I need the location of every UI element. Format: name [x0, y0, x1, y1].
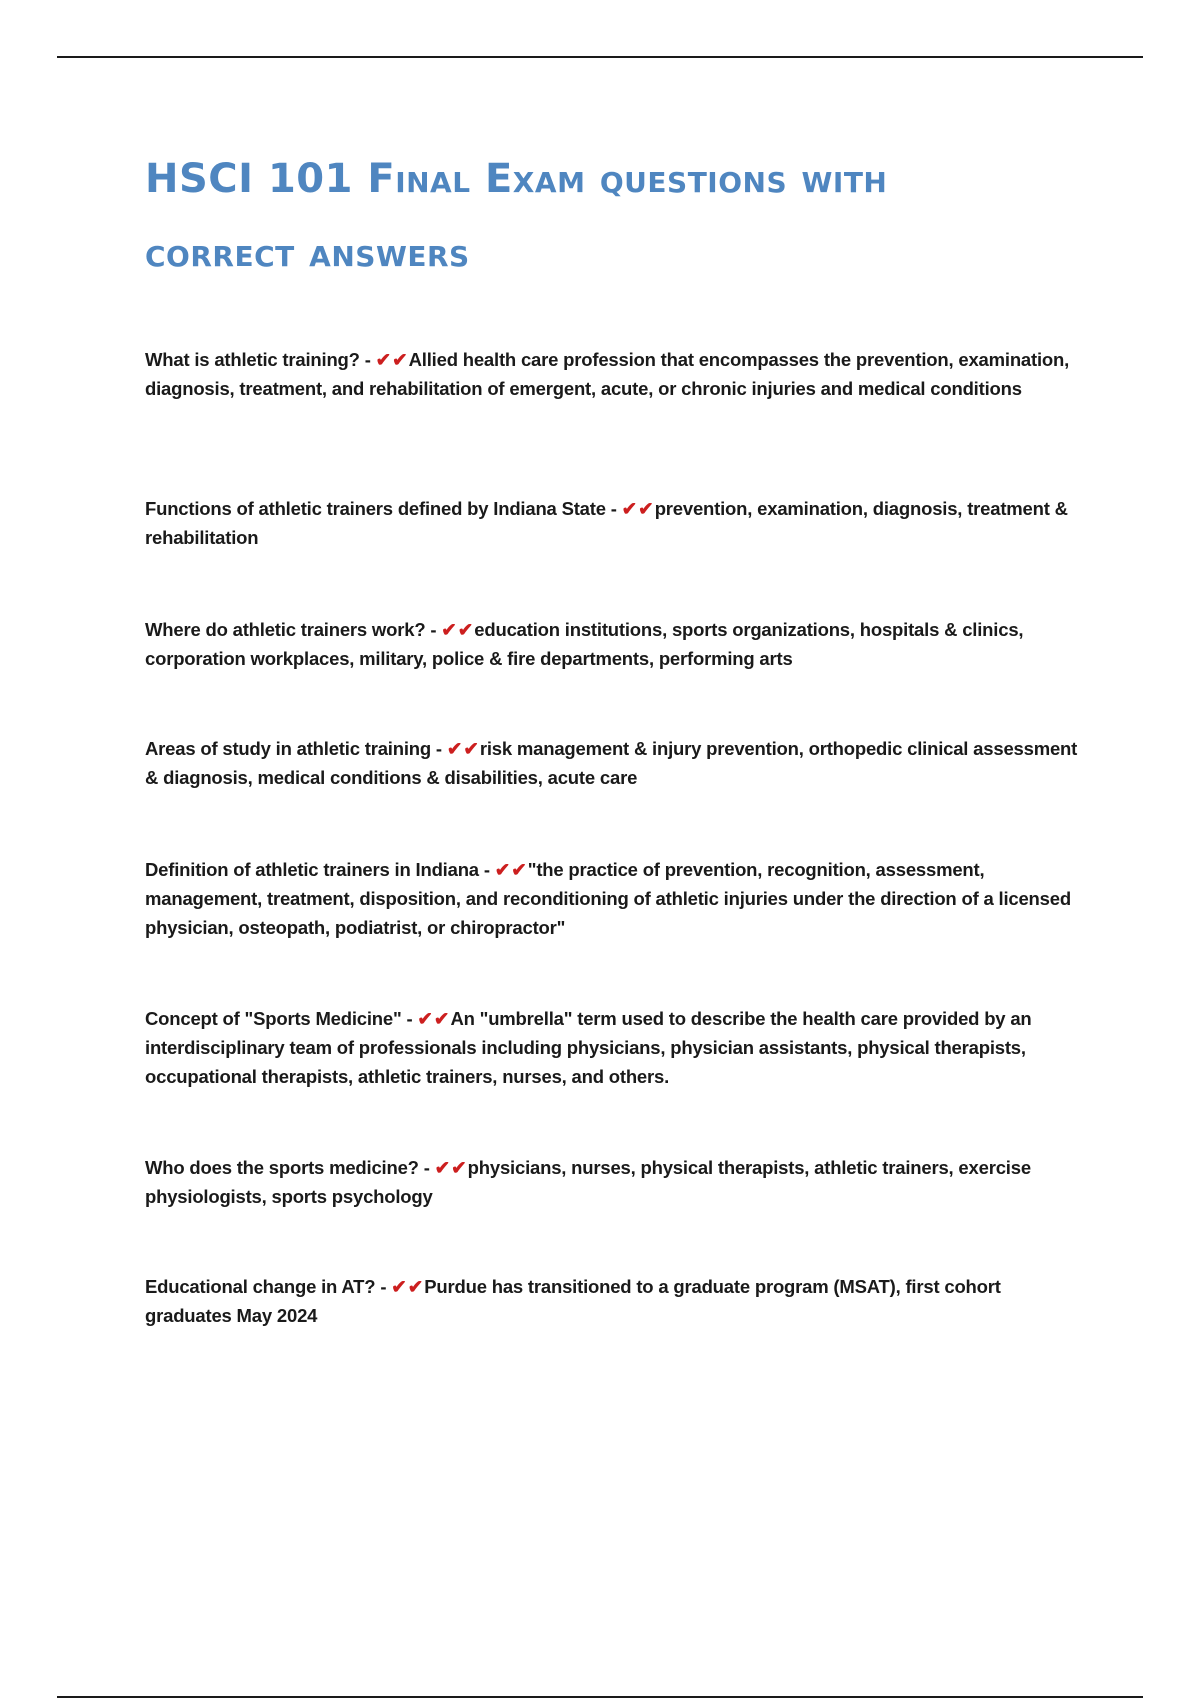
- answer-text: risk management & injury prevention, orthopedic clinical assessment & diagnosis, medical conditions & disabilities, acute care: [145, 738, 1078, 788]
- check-mark-icon: ✔✔: [621, 498, 655, 519]
- qa-item: [145, 1004, 1090, 1091]
- question-text: Definition of athletic trainers in Indiana: [145, 859, 479, 880]
- page-title: HSCI 101 Final Exam questions with correct answers: [145, 156, 888, 276]
- answer-text: prevention, examination, diagnosis, treatment & rehabilitation: [145, 498, 1068, 548]
- qa-item: [145, 1272, 1090, 1330]
- answer-text: Allied health care profession that encompasses the prevention, examination, diagnosis, treatment, and rehabilitation of emergent, acute, or chronic injuries and medical conditions: [145, 349, 1070, 399]
- qa-item: [145, 1153, 1090, 1211]
- qa-item: [145, 734, 1090, 792]
- answer-text: "the practice of prevention, recognition, assessment, management, treatment, disposition, and reconditioning of athletic injuries under the direction of a licensed physician, osteopath, podiatrist, or chiropractor": [145, 859, 1071, 938]
- separator: -: [478, 859, 495, 880]
- question-text: Functions of athletic trainers defined by Indiana State: [145, 498, 606, 519]
- answer-text: education institutions, sports organizations, hospitals & clinics, corporation workplaces, military, police & fire departments, performing arts: [145, 619, 1024, 669]
- qa-item: [145, 855, 1090, 942]
- separator: -: [401, 1008, 418, 1029]
- question-text: Areas of study in athletic training: [145, 738, 431, 759]
- answer-text: Purdue has transitioned to a graduate program (MSAT), first cohort graduates May 2024: [145, 1276, 1001, 1326]
- separator: -: [605, 498, 622, 519]
- qa-item: [145, 494, 1090, 552]
- check-mark-icon: ✔✔: [375, 349, 409, 370]
- separator: -: [425, 619, 442, 640]
- bottom-rule: [57, 1696, 1143, 1698]
- check-mark-icon: ✔✔: [434, 1157, 468, 1178]
- check-mark-icon: ✔✔: [446, 738, 480, 759]
- separator: -: [418, 1157, 435, 1178]
- separator: -: [375, 1276, 392, 1297]
- check-mark-icon: ✔✔: [417, 1008, 451, 1029]
- question-text: Where do athletic trainers work?: [145, 619, 426, 640]
- separator: -: [430, 738, 447, 759]
- question-text: Who does the sports medicine?: [145, 1157, 419, 1178]
- answer-text: physicians, nurses, physical therapists, athletic trainers, exercise physiologists, sports psychology: [145, 1157, 1031, 1207]
- separator: -: [359, 349, 376, 370]
- answer-text: An "umbrella" term used to describe the health care provided by an interdisciplinary team of professionals including physicians, physician assistants, physical therapists, occupational therapists, athletic trainers, nurses, and others.: [145, 1008, 1032, 1087]
- top-rule: [57, 56, 1143, 58]
- check-mark-icon: ✔✔: [391, 1276, 425, 1297]
- check-mark-icon: ✔✔: [441, 619, 475, 640]
- question-text: Educational change in AT?: [145, 1276, 376, 1297]
- check-mark-icon: ✔✔: [494, 859, 528, 880]
- question-text: What is athletic training?: [145, 349, 360, 370]
- qa-item: [145, 345, 1090, 403]
- question-text: Concept of "Sports Medicine": [145, 1008, 402, 1029]
- qa-item: [145, 615, 1090, 673]
